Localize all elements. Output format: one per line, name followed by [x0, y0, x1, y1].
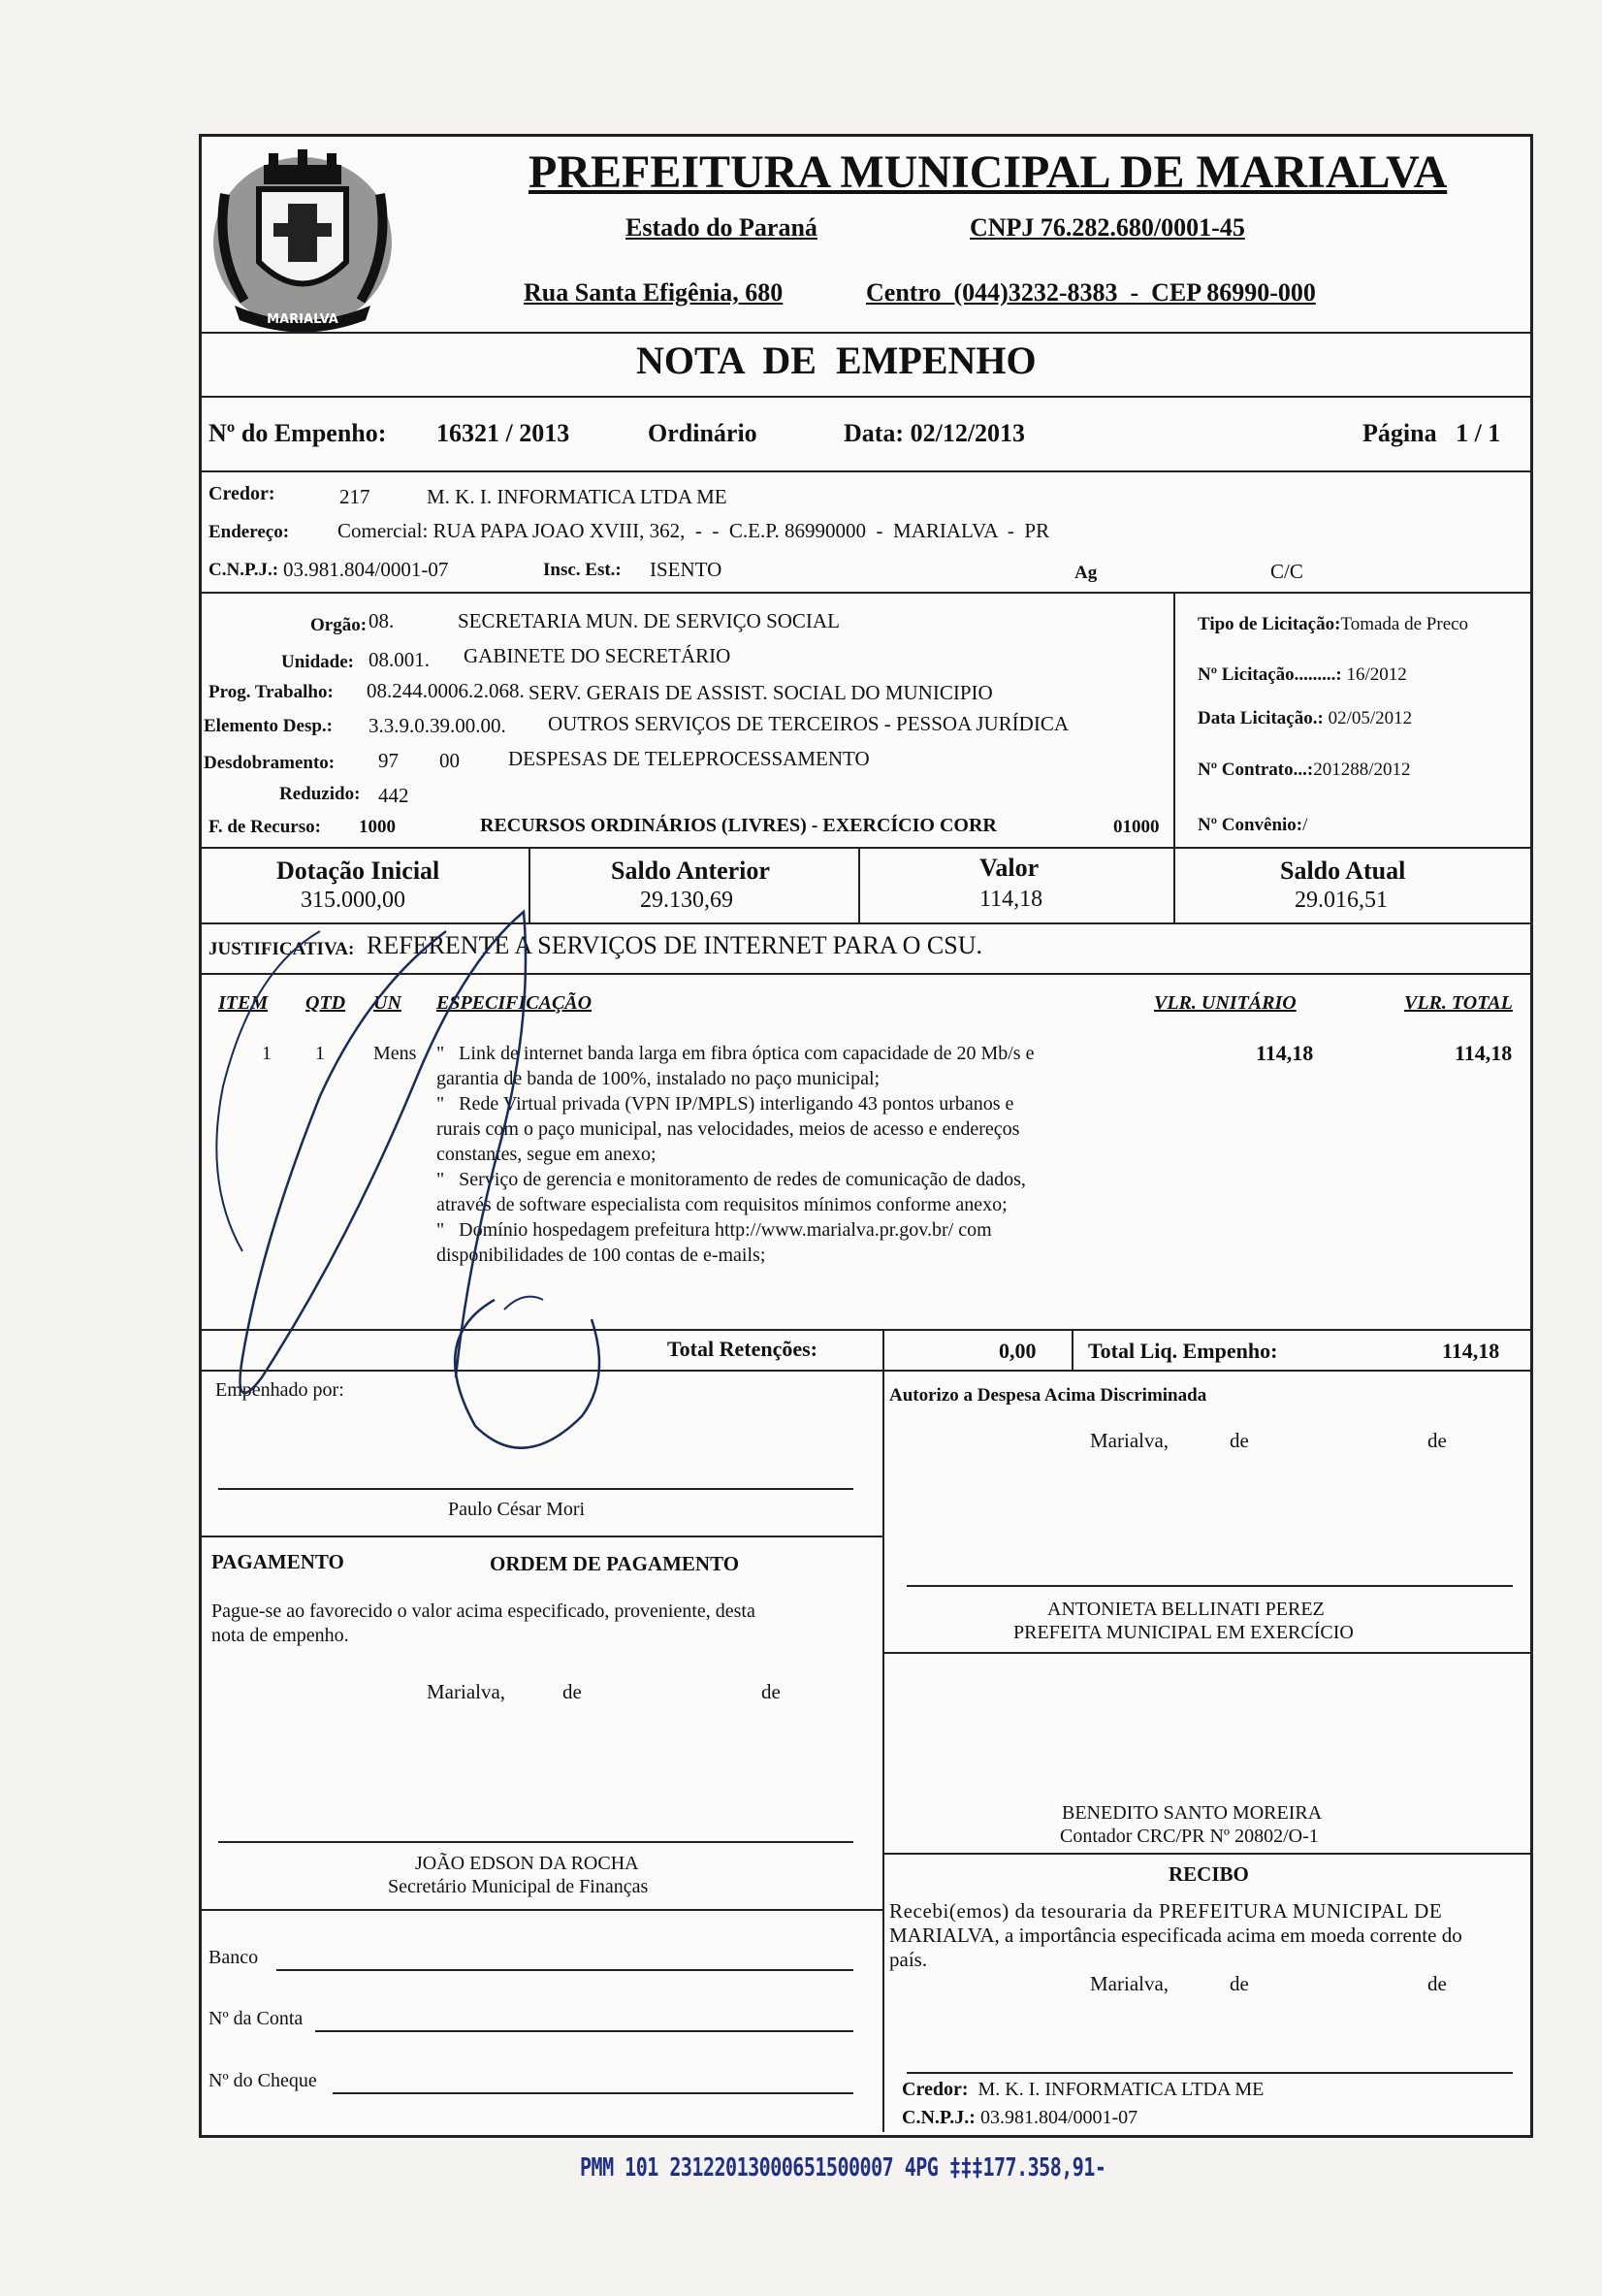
recibo-de1: de [1230, 1972, 1249, 1995]
saldo-anterior-label: Saldo Anterior [611, 857, 770, 885]
dotacao-value: 315.000,00 [301, 888, 405, 913]
pagamento-text-1: Pague-se ao favorecido o valor acima especificado, proveniente, desta [211, 1601, 755, 1622]
licitacao-num-label: Nº Licitação.........: [1198, 664, 1342, 685]
unidade-name: GABINETE DO SECRETÁRIO [464, 644, 731, 667]
licitacao-contrato-label: Nº Contrato...: [1198, 760, 1314, 780]
licitacao-tipo-value: Tomada de Preco [1340, 614, 1469, 634]
ordem-pagamento-label: ORDEM DE PAGAMENTO [490, 1552, 740, 1575]
licitacao-contrato [1198, 760, 1410, 781]
header-address-street: Rua Santa Efigênia, 680 [524, 278, 784, 307]
autorizo-label: Autorizo a Despesa Acima Discriminada [889, 1385, 1207, 1406]
contador-name: BENEDITO SANTO MOREIRA [1062, 1802, 1323, 1824]
credor-ag: Ag [1074, 563, 1098, 583]
divider [199, 1536, 882, 1537]
conta-label: Nº da Conta [208, 2008, 304, 2029]
prefeita-name: ANTONIETA BELLINATI PEREZ [1047, 1599, 1325, 1620]
saldo-anterior-value: 29.130,69 [640, 888, 733, 913]
recibo-line-2: MARIALVA, a importância especificada acima em moeda corrente do [889, 1924, 1462, 1947]
cheque-label: Nº do Cheque [208, 2070, 317, 2091]
credor-address: Comercial: RUA PAPA JOAO XVIII, 362, - - C.E.P. 86990000 - MARIALVA - PR [337, 519, 1050, 542]
licitacao-numero [1198, 664, 1407, 686]
licitacao-num-value: 16/2012 [1346, 664, 1407, 685]
recibo-place: Marialva, [1090, 1972, 1169, 1995]
divider [1173, 847, 1175, 922]
conta-field-line[interactable] [315, 2030, 853, 2032]
licitacao-data-value: 02/05/2012 [1328, 708, 1413, 728]
autorizo-place: Marialva, [1090, 1429, 1169, 1452]
fonte-code: 1000 [359, 817, 396, 837]
credor-cc: C/C [1270, 560, 1303, 583]
credor-footer-name: M. K. I. INFORMATICA LTDA ME [977, 2079, 1265, 2100]
header-cnpj: CNPJ 76.282.680/0001-45 [970, 213, 1245, 242]
divider [199, 332, 1530, 334]
orgao-label: Orgão: [310, 615, 368, 635]
divider [1072, 1329, 1073, 1370]
pagamento-de2: de [761, 1680, 781, 1703]
orgao-name: SECRETARIA MUN. DE SERVIÇO SOCIAL [458, 609, 840, 632]
licitacao-data [1198, 708, 1412, 729]
divider [882, 1370, 884, 2132]
credor-address-label: Endereço: [208, 522, 290, 542]
empenho-date: Data: 02/12/2013 [844, 419, 1026, 447]
credor-insc: ISENTO [650, 558, 722, 581]
credor-cnpj: 03.981.804/0001-07 [283, 558, 449, 581]
total-liquido-label: Total Liq. Empenho: [1088, 1339, 1278, 1363]
credor-footer-label: Credor: [902, 2079, 969, 2100]
spec-line: " Serviço de gerencia e monitoramento de redes de comunicação de dados, [436, 1169, 1026, 1190]
handwritten-signature [204, 873, 824, 1474]
orgao-code: 08. [368, 609, 395, 632]
licitacao-tipo-label: Tipo de Licitação: [1198, 614, 1341, 634]
elemento-name: OUTROS SERVIÇOS DE TERCEIROS - PESSOA JURÍDICA [548, 712, 1070, 735]
divider [199, 396, 1530, 398]
unidade-label: Unidade: [281, 652, 354, 672]
banco-field-line[interactable] [276, 1969, 853, 1971]
spec-line: constantes, segue em anexo; [436, 1144, 657, 1165]
autorizo-de1: de [1230, 1429, 1249, 1452]
recibo-title: RECIBO [1169, 1862, 1249, 1886]
spec-line: rurais com o paço municipal, nas velocidades, meios de acesso e endereços [436, 1118, 1020, 1140]
fonte-label: F. de Recurso: [208, 817, 321, 837]
valor-label: Valor [979, 854, 1040, 882]
recibo-line-1: Recebi(emos) da tesouraria da PREFEITURA MUNICIPAL DE [889, 1899, 1443, 1923]
credor-footer-cnpj-value: 03.981.804/0001-07 [979, 2107, 1138, 2128]
credor-footer [902, 2079, 1264, 2101]
licitacao-tipo [1198, 614, 1468, 635]
doc-title: NOTA DE EMPENHO [636, 339, 1037, 382]
contador-role: Contador CRC/PR Nº 20802/O-1 [1060, 1826, 1319, 1847]
credor-footer-cnpj-label: C.N.P.J.: [902, 2107, 976, 2128]
licitacao-contrato-value: 201288/2012 [1313, 760, 1411, 780]
desdobramento-code: 97 [378, 749, 399, 772]
prog-label: Prog. Trabalho: [208, 682, 334, 702]
recibo-line-3: país. [889, 1948, 928, 1971]
credor-insc-label: Insc. Est.: [543, 560, 622, 580]
pagamento-label: PAGAMENTO [211, 1550, 344, 1573]
col-qtd: QTD [305, 992, 346, 1014]
credor-name: M. K. I. INFORMATICA LTDA ME [427, 485, 727, 508]
item-number: 1 [262, 1043, 272, 1064]
licitacao-convenio-value: / [1302, 815, 1308, 835]
fonte-name: RECURSOS ORDINÁRIOS (LIVRES) - EXERCÍCIO CORR [480, 815, 997, 836]
col-vlr-unitario: VLR. UNITÁRIO [1154, 992, 1297, 1014]
municipal-crest-icon [206, 136, 400, 340]
financas-signer-name: JOÃO EDSON DA ROCHA [415, 1853, 639, 1874]
desdobramento-sub: 00 [439, 749, 460, 772]
justificativa-label: JUSTIFICATIVA: [208, 939, 355, 959]
credor-code: 217 [339, 485, 370, 508]
empenho-number-label: Nº do Empenho: [208, 419, 387, 447]
total-retencoes-value: 0,00 [999, 1339, 1037, 1363]
saldo-atual-value: 29.016,51 [1295, 888, 1388, 913]
empenho-type: Ordinário [648, 419, 757, 447]
fonte-num: 01000 [1113, 817, 1160, 837]
recibo-de2: de [1427, 1972, 1447, 1995]
credor-footer-cnpj [902, 2107, 1137, 2129]
col-un: UN [373, 992, 401, 1014]
signature-line [907, 1585, 1513, 1587]
pagamento-place: Marialva, [427, 1680, 506, 1703]
item-vlr-total: 114,18 [1455, 1041, 1513, 1065]
empenho-page: Página 1 / 1 [1362, 419, 1501, 447]
spec-line: através de software especialista com requisitos mínimos conforme anexo; [436, 1194, 1008, 1215]
pagamento-de1: de [562, 1680, 582, 1703]
credor-cnpj-label: C.N.P.J.: [208, 560, 279, 580]
empenho-number: 16321 / 2013 [436, 419, 570, 447]
reduzido-code: 442 [378, 784, 409, 807]
elemento-code: 3.3.9.0.39.00.00. [368, 714, 506, 737]
item-vlr-unitario: 114,18 [1256, 1041, 1314, 1065]
unidade-code: 08.001. [368, 648, 430, 671]
col-vlr-total: VLR. TOTAL [1404, 992, 1513, 1014]
divider [199, 470, 1530, 472]
item-qtd: 1 [315, 1043, 325, 1064]
spec-line: disponibilidades de 100 contas de e-mails; [436, 1245, 766, 1266]
col-especificacao: ESPECIFICAÇÃO [436, 992, 593, 1014]
divider [199, 592, 1530, 594]
total-retencoes-label: Total Retenções: [667, 1337, 817, 1361]
autorizo-de2: de [1427, 1429, 1447, 1452]
pagamento-text-2: nota de empenho. [211, 1625, 349, 1646]
valor-value: 114,18 [979, 887, 1043, 912]
header-address-rest: Centro (044)3232-8383 - CEP 86990-000 [866, 278, 1316, 307]
signature-line [218, 1841, 853, 1843]
desdobramento-label: Desdobramento: [204, 753, 336, 773]
spec-line: " Domínio hospedagem prefeitura http://www.marialva.pr.gov.br/ com [436, 1219, 992, 1241]
signature-line [907, 2072, 1513, 2074]
financas-signer-role: Secretário Municipal de Finanças [388, 1876, 649, 1897]
credor-label: Credor: [208, 483, 275, 504]
saldo-atual-label: Saldo Atual [1280, 857, 1406, 885]
licitacao-data-label: Data Licitação.: [1198, 708, 1324, 728]
prog-code: 08.244.0006.2.068. [367, 679, 525, 702]
desdobramento-name: DESPESAS DE TELEPROCESSAMENTO [508, 747, 870, 770]
dotacao-label: Dotação Inicial [276, 857, 440, 885]
licitacao-convenio [1198, 815, 1307, 836]
svg-text:MARIALVA: MARIALVA [267, 312, 338, 327]
spec-line: " Rede Virtual privada (VPN IP/MPLS) interligando 43 pontos urbanos e [436, 1093, 1014, 1115]
licitacao-convenio-label: Nº Convênio: [1198, 815, 1303, 835]
item-un: Mens [373, 1043, 417, 1064]
prog-name: SERV. GERAIS DE ASSIST. SOCIAL DO MUNICIPIO [529, 681, 993, 704]
cash-register-stamp: PMM 101 23122013000651500007 4PG ‡‡‡177.358,91- [580, 2151, 1106, 2183]
divider [882, 1329, 884, 1370]
spec-line: " Link de internet banda larga em fibra óptica com capacidade de 20 Mb/s e [436, 1043, 1035, 1064]
divider [882, 1853, 1530, 1855]
empenhado-name: Paulo César Mori [448, 1499, 586, 1520]
divider [858, 847, 860, 922]
divider [882, 1652, 1530, 1654]
justificativa-text: REFERENTE A SERVIÇOS DE INTERNET PARA O CSU. [367, 931, 983, 959]
banco-label: Banco [208, 1947, 259, 1968]
total-liquido-value: 114,18 [1442, 1339, 1500, 1363]
signature-line [218, 1488, 853, 1490]
cheque-field-line[interactable] [333, 2092, 853, 2094]
divider [199, 1909, 882, 1911]
header-state: Estado do Paraná [625, 213, 817, 242]
spec-line: garantia de banda de 100%, instalado no paço municipal; [436, 1068, 881, 1089]
divider [1173, 592, 1175, 847]
col-item: ITEM [218, 992, 269, 1014]
elemento-label: Elemento Desp.: [204, 716, 333, 736]
prefeita-role: PREFEITA MUNICIPAL EM EXERCÍCIO [1013, 1622, 1354, 1643]
header-title: PREFEITURA MUNICIPAL DE MARIALVA [529, 146, 1448, 198]
divider [199, 847, 1530, 849]
reduzido-label: Reduzido: [279, 784, 361, 804]
empenhado-label: Empenhado por: [215, 1379, 344, 1401]
